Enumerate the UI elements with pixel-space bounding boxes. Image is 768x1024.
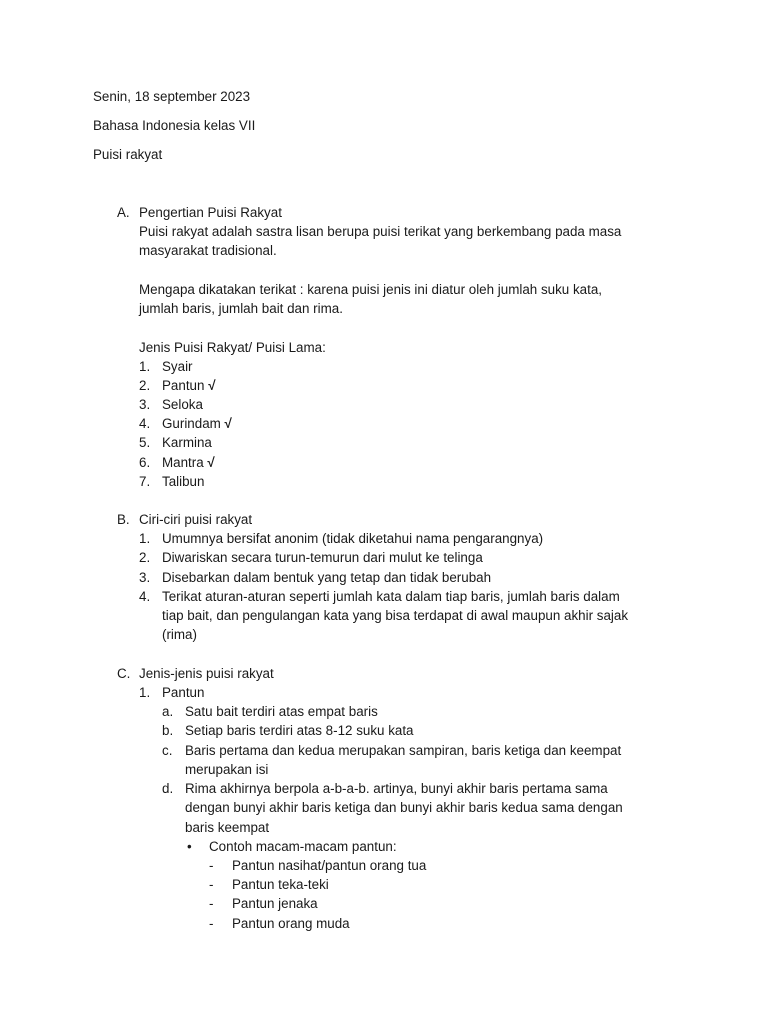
characteristic-text: Diwariskan secara turun-temurun dari mulut ke telinga: [162, 550, 483, 565]
pantun-item-letter: a.: [162, 704, 174, 719]
type-name: Pantun: [162, 378, 205, 393]
dash-marker: -: [209, 877, 214, 892]
pantun-item-letter: b.: [162, 723, 174, 738]
characteristic-number: 4.: [139, 589, 151, 604]
type-item: [162, 453, 215, 472]
type-item: [162, 414, 232, 433]
type-name: Talibun: [162, 474, 205, 489]
type-number: 2.: [139, 378, 151, 393]
definition-line: masyarakat tradisional.: [139, 243, 277, 258]
type-number: 5.: [139, 435, 151, 450]
characteristic-number: 3.: [139, 570, 151, 585]
types-heading: Jenis Puisi Rakyat/ Puisi Lama:: [139, 340, 326, 355]
characteristic-number: 1.: [139, 531, 151, 546]
characteristic-text: tiap bait, dan pengulangan kata yang bisa terdapat di awal maupun akhir sajak: [162, 608, 629, 623]
pantun-example: Pantun orang muda: [232, 916, 350, 931]
subject-line: Bahasa Indonesia kelas VII: [93, 118, 256, 133]
type-number: 1.: [139, 359, 151, 374]
characteristic-number: 2.: [139, 550, 151, 565]
pantun-example: Pantun nasihat/pantun orang tua: [232, 858, 427, 873]
type-name: Syair: [162, 359, 193, 374]
characteristic-text: Terikat aturan-aturan seperti jumlah kata dalam tiap baris, jumlah baris dalam: [162, 589, 620, 604]
pantun-item-letter: d.: [162, 781, 174, 796]
dash-marker: -: [209, 858, 214, 873]
type-number: 4.: [139, 416, 151, 431]
pantun-item-letter: c.: [162, 743, 173, 758]
subsection-title: Pantun: [162, 685, 205, 700]
type-name: Karmina: [162, 435, 212, 450]
dash-marker: -: [209, 896, 214, 911]
characteristic-text: Disebarkan dalam bentuk yang tetap dan tidak berubah: [162, 570, 492, 585]
section-b-title: Ciri-ciri puisi rakyat: [139, 512, 253, 527]
type-item: [162, 395, 203, 414]
pantun-item-text: Baris pertama dan kedua merupakan sampiran, baris ketiga dan keempat: [185, 743, 622, 758]
pantun-item-text: dengan bunyi akhir baris ketiga dan bunyi akhir baris kedua sama dengan: [185, 800, 623, 815]
type-name: Gurindam: [162, 416, 221, 431]
pantun-item-text: Setiap baris terdiri atas 8-12 suku kata: [185, 723, 414, 738]
section-b-marker: B.: [117, 512, 130, 527]
topic-line: Puisi rakyat: [93, 147, 163, 162]
examples-heading: Contoh macam-macam pantun:: [209, 839, 397, 854]
characteristic-text: Umumnya bersifat anonim (tidak diketahui nama pengarangnya): [162, 531, 544, 546]
type-name: Mantra: [162, 455, 204, 470]
section-c-marker: C.: [117, 666, 131, 681]
section-a-marker: A.: [117, 205, 130, 220]
type-number: 6.: [139, 455, 151, 470]
type-name: Seloka: [162, 397, 203, 412]
characteristic-text: (rima): [162, 627, 197, 642]
bullet-icon: •: [187, 839, 192, 854]
dash-marker: -: [209, 916, 214, 931]
check-mark-icon: √: [207, 455, 215, 470]
check-mark-icon: √: [224, 416, 232, 431]
check-mark-icon: √: [208, 378, 216, 393]
pantun-item-text: Rima akhirnya berpola a-b-a-b. artinya, bunyi akhir baris pertama sama: [185, 781, 608, 796]
section-a-title: Pengertian Puisi Rakyat: [139, 205, 282, 220]
pantun-example: Pantun jenaka: [232, 896, 318, 911]
section-c-title: Jenis-jenis puisi rakyat: [139, 666, 274, 681]
type-item: [162, 357, 193, 376]
type-number: 3.: [139, 397, 151, 412]
type-item: [162, 433, 212, 452]
type-number: 7.: [139, 474, 151, 489]
type-item: [162, 472, 204, 491]
pantun-item-text: baris keempat: [185, 820, 270, 835]
pantun-item-text: merupakan isi: [185, 762, 269, 777]
subsection-number: 1.: [139, 685, 151, 700]
date-line: Senin, 18 september 2023: [93, 89, 251, 104]
bound-explanation-line: Mengapa dikatakan terikat : karena puisi jenis ini diatur oleh jumlah suku kata,: [139, 282, 602, 297]
pantun-example: Pantun teka-teki: [232, 877, 329, 892]
pantun-item-text: Satu bait terdiri atas empat baris: [185, 704, 378, 719]
bound-explanation-line: jumlah baris, jumlah bait dan rima.: [139, 301, 343, 316]
definition-line: Puisi rakyat adalah sastra lisan berupa puisi terikat yang berkembang pada masa: [139, 224, 622, 239]
type-item: [162, 376, 216, 395]
